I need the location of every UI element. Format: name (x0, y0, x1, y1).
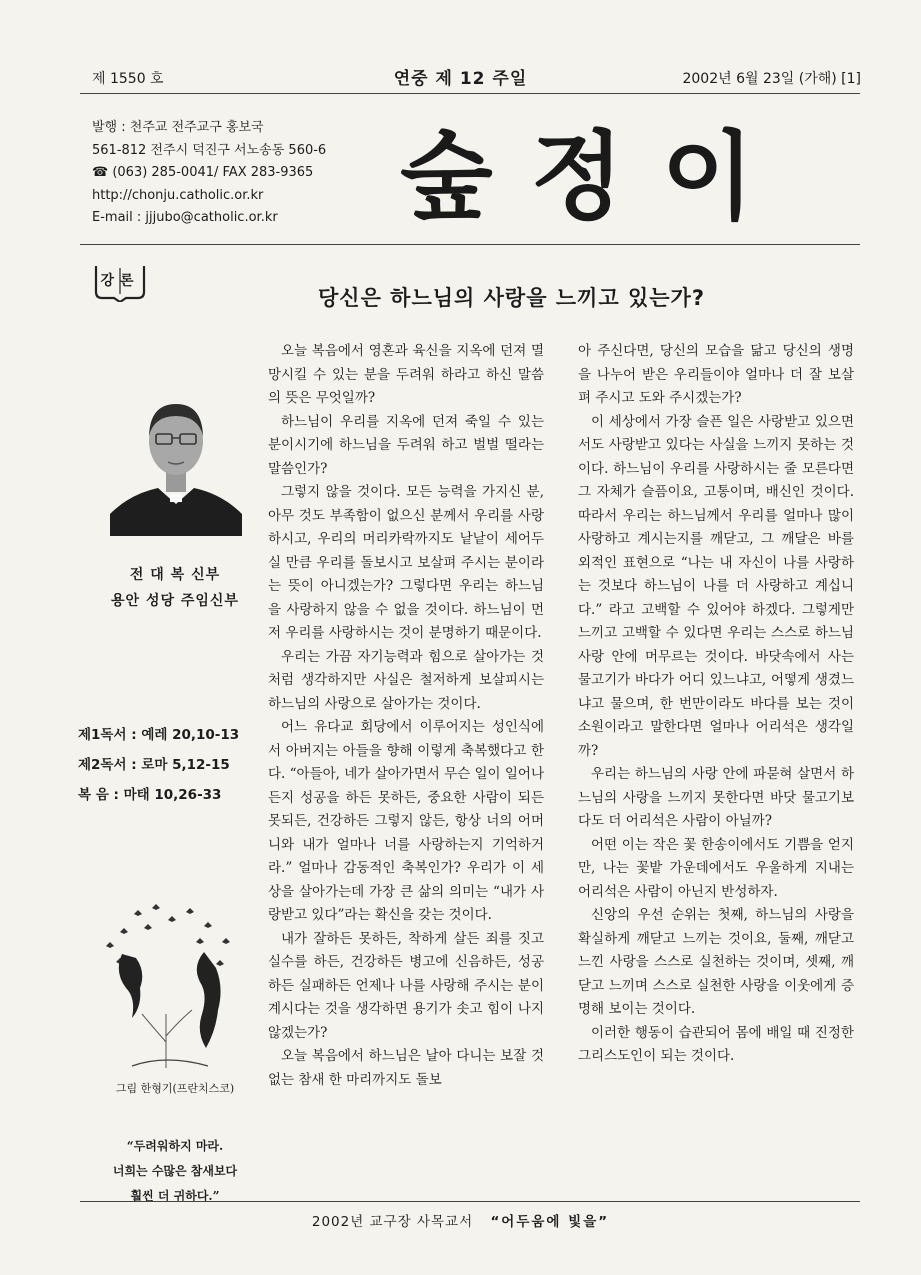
author-info (80, 562, 270, 614)
publisher-email[interactable]: E-mail : jjjubo@catholic.or.kr (92, 210, 278, 225)
publisher-address: 561-812 전주시 덕진구 서노송동 560-6 (92, 142, 327, 158)
header-rule (80, 93, 860, 94)
paragraph: 신앙의 우선 순위는 첫째, 하느님의 사랑을 확실하게 깨닫고 느끼는 것이요, 둘째, 깨닫고 느낀 사랑을 스스로 실천하는 것이며, 셋째, 깨닫고 느끼며 스스로 실천한 사랑을 이웃에게 증명해 보이는 것이다. (578, 907, 854, 1017)
sparrow-illustration (96, 902, 244, 1068)
article-column-1 (268, 340, 544, 1092)
paragraph: 아 주신다면, 당신의 모습을 닮고 당신의 생명을 나누어 받은 우리들이야 얼마나 더 잘 보살펴 주시고 도와 주시겠는가? (578, 343, 854, 406)
issue-date: 2002년 6월 23일 (가해) [1] (682, 71, 861, 87)
article-column-2 (578, 340, 854, 1069)
reading-gospel: 복 음 : 마태 10,26-33 (78, 787, 222, 803)
publisher-info (92, 117, 326, 230)
paragraph: 어느 유다교 회당에서 이루어지는 성인식에서 아버지는 아들을 향해 이렇게 축복했다고 한다. “아들아, 네가 살아가면서 무슨 일이 일어나든지 성공을 하든 못하든, 중요한 사람이 되든 못되든, 건강하든 그렇지 않든, 항상 너의 어머니와 내가 얼마나 너를 사랑하는지 기억하거라.” 얼마나 감동적인 축복인가? 우리가 이 세상을 살아가는데 가장 큰 삶의 의미는 “내가 사랑받고 있다”라는 확신을 갖는 것이다. (268, 719, 544, 923)
masthead-rule (80, 244, 860, 245)
author-name: 전 대 복 신부 (129, 567, 221, 583)
paragraph: 내가 잘하든 못하든, 착하게 살든 죄를 짓고 실수를 하든, 건강하든 병고에 신음하든, 성공하든 실패하든 언제나 나를 사랑해 주시는 분이 계시다는 것을 생각하면 용기가 솟고 힘이 나지 않겠는가? (268, 930, 544, 1041)
reading-second: 제2독서 : 로마 5,12-15 (78, 757, 230, 773)
readings-list (78, 720, 239, 810)
publisher-line: 발행 : 천주교 전주교구 홍보국 (92, 120, 264, 135)
illustration-caption: 그림 한형기(프란치스코) (115, 1082, 235, 1095)
paragraph: 오늘 복음에서 하느님은 날아 다니는 보잘 것 없는 참새 한 마리까지도 돌보 (268, 1048, 544, 1088)
paragraph: 오늘 복음에서 영혼과 육신을 지옥에 던져 멸망시킬 수 있는 분을 두려워 하라고 하신 말씀의 뜻은 무엇일까? (268, 343, 544, 406)
liturgical-occasion: 연중 제 12 주일 (393, 69, 528, 89)
paragraph: 이 세상에서 가장 슬픈 일은 사랑받고 있으면서도 사랑받고 있다는 사실을 느끼지 못하는 것이다. 하느님이 우리를 사랑하시는 줄 모른다면 그 자체가 슬픔이요, 고통이며, 배신인 것이다. 따라서 우리는 하느님께서 우리를 얼마나 많이 사랑하고 계시는지를 깨닫고, 그 깨달은 바를 외적인 표현으로 “나는 내 자신이 나를 사랑하는 것보다 하느님이 나를 더 사랑하고 계십니다.” 라고 고백할 수 있어야 하겠다. 그렇게만 느끼고 고백할 수 있다면 우리는 스스로 하느님 사랑 안에 머무르는 것이다. 바닷속에서 사는 물고기가 바다가 어디 있느냐고, 어떻게 생겼느냐고 물으며, 한 번만이라도 바다를 보는 것이 소원이라고 말한다면 얼마나 어리석은 생각일까? (578, 413, 854, 759)
paragraph: 우리는 하느님의 사랑 안에 파묻혀 살면서 하느님의 사랑을 느끼지 못한다면 바닷 물고기보다도 더 어리석은 사람이 아닐까? (578, 766, 854, 829)
quote-line: “두려워하지 마라. (126, 1139, 224, 1153)
quote-line: 너희는 수많은 참새보다 (112, 1164, 238, 1178)
paragraph: 이러한 행동이 습관되어 몸에 배일 때 진정한 그리스도인이 되는 것이다. (578, 1024, 854, 1064)
footer-rule (80, 1201, 860, 1202)
paragraph: 그렇지 않을 것이다. 모든 능력을 가지신 분, 아무 것도 부족함이 없으신 분께서 우리를 사랑하시고, 우리의 머리카락까지도 낱낱이 세어두실 만큼 우리를 돌보시고 보살펴 주시는 분이라는 뜻이 아니겠는가? 그렇다면 우리는 하느님을 사랑하지 않을 수 없을 것이다. 하느님이 먼저 우리를 사랑하시는 것이 분명하기 때문이다. (268, 484, 544, 641)
paragraph: 하느님이 우리를 지옥에 던져 죽일 수 있는 분이시기에 하느님을 두려워 하고 벌벌 떨라는 말씀인가? (268, 413, 544, 477)
footer-prefix: 2002년 교구장 사목교서 (311, 1214, 474, 1230)
masthead-title: 숲정이 (400, 121, 793, 233)
author-role: 용안 성당 주임신부 (111, 593, 239, 609)
quote-line: 훨씬 더 귀하다.” (130, 1189, 220, 1203)
article-headline: 당신은 하느님의 사랑을 느끼고 있는가? (318, 286, 706, 310)
section-badge: 강론 (100, 273, 140, 289)
publisher-phone: ☎ (063) 285-0041/ FAX 283-9365 (92, 165, 314, 180)
footer-motto: “어두움에 빛을” (490, 1214, 610, 1230)
publisher-website[interactable]: http://chonju.catholic.or.kr (92, 187, 264, 203)
paragraph: 우리는 가끔 자기능력과 힘으로 살아가는 것처럼 생각하지만 사실은 철저하게 보살피시는 하느님의 사랑으로 살아가는 것이다. (268, 648, 544, 712)
issue-number: 제 1550 호 (92, 71, 164, 87)
footer (0, 1210, 921, 1230)
author-photo (110, 386, 242, 536)
paragraph: 어떤 이는 작은 꽃 한송이에서도 기쁨을 얻지만, 나는 꽃밭 가운데에서도 우울하게 지내는 어리석은 사람이 아닌지 반성하자. (578, 836, 854, 900)
reading-first: 제1독서 : 예레 20,10-13 (78, 727, 240, 743)
gospel-quote (80, 1134, 270, 1209)
